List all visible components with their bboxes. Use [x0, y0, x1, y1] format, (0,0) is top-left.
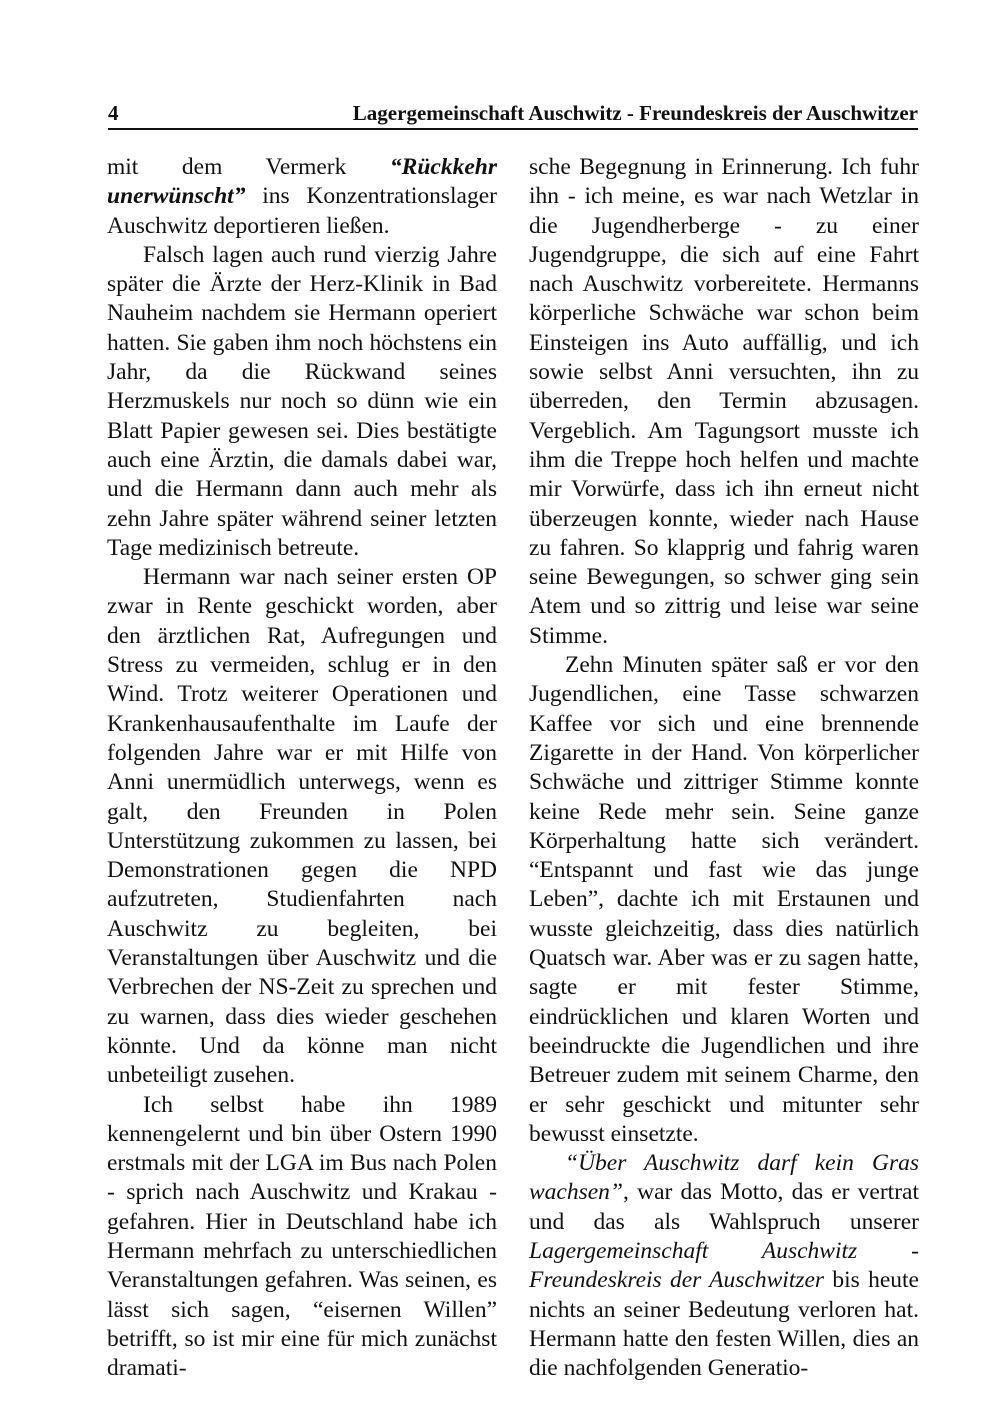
paragraph: Hermann war nach seiner ersten OP zwar in Rente geschickt worden, aber den ärztlichen Rat, Aufregungen und Stress zu vermeiden, schlug er in den Wind. Trotz weiterer Operationen und Krankenhausaufenthalte im Laufe der folgenden Jahre war er mit Hilfe von Anni unermüdlich unterwegs, wenn es galt, den Freunden in Polen Unterstützung zukommen zu lassen, bei Demonstrationen gegen die NPD aufzutreten, Studienfahrten nach Auschwitz zu begleiten, bei Veranstaltungen über Auschwitz und die Verbrechen der NS-Zeit zu sprechen und zu warnen, dass dies wieder geschehen könnte. Und da könne man nicht unbeteiligt zusehen. [107, 564, 497, 1089]
text-span: mit dem Vermerk [107, 154, 390, 180]
emphasis-quote: “Rückkehr unerwünscht” [107, 154, 497, 210]
right-column [529, 153, 919, 1383]
page-header [108, 100, 918, 130]
left-column [107, 153, 497, 1383]
paragraph: Falsch lagen auch rund vierzig Jahre später die Ärzte der Herz-Klinik in Bad Nauheim nachdem sie Hermann operiert hatten. Sie gaben ihm noch höchstens ein Jahr, da die Rückwand seines Herzmuskels nur noch so dünn wie ein Blatt Papier gewesen sei. Dies bestätigte auch eine Ärztin, die damals dabei war, und die Hermann dann auch mehr als zehn Jahre später während seiner letzten Tage medizinisch betreute. [107, 241, 497, 561]
text-span: ins Konzentrationslager Auschwitz deportieren ließen. [107, 183, 497, 239]
text-span: bis heute nichts an seiner Bedeutung verloren hat. Hermann hatte den festen Willen, dies an die nachfolgenden Generatio- [529, 1267, 919, 1382]
paragraph: Ich selbst habe ihn 1989 kennengelernt und bin über Ostern 1990 erstmals mit der LGA im Bus nach Polen - sprich nach Auschwitz und Krakau - gefahren. Hier in Deutschland habe ich Hermann mehrfach zu unterschiedlichen Veranstaltungen gefahren. Was seinen, es lässt sich sagen, “eisernen Willen” betrifft, so ist mir eine für mich zunächst dramati- [107, 1091, 497, 1382]
paragraph: Zehn Minuten später saß er vor den Jugendlichen, eine Tasse schwarzen Kaffee vor sich und eine brennende Zigarette in der Hand. Von körperlicher Schwäche und zittriger Stimme konnte keine Rede mehr sein. Seine ganze Körperhaltung hatte sich verändert. “Entspannt und fast wie das junge Leben”, dachte ich mit Erstaunen und wusste gleichzeitig, dass dies natürlich Quatsch war. Aber was er zu sagen hatte, sagte er mit fester Stimme, eindrücklichen und klaren Worten und beeindruckte die Jugendlichen und ihre Betreuer zudem mit seinem Charme, den er sehr geschickt und mitunter sehr bewusst einsetzte. [529, 652, 919, 1147]
page-number: 4 [108, 101, 119, 125]
organization-name: Lagergemeinschaft Auschwitz - Freundeskreis der Auschwitzer [529, 1237, 919, 1294]
running-title: Lagergemeinschaft Auschwitz - Freundeskreis der Auschwitzer [352, 101, 918, 125]
text-span: , war das Motto, das er vertrat und das als Wahlspruch unserer [529, 1179, 919, 1235]
paragraph [107, 153, 497, 241]
motto-quote: “Über Auschwitz darf kein Gras wachsen” [529, 1150, 919, 1206]
paragraph [529, 1149, 919, 1383]
paragraph: sche Begegnung in Erinnerung. Ich fuhr ihn - ich meine, es war nach Wetzlar in die Jugendherberge - zu einer Jugendgruppe, die sich auf eine Fahrt nach Auschwitz vorbereitete. Hermanns körperliche Schwäche war schon beim Einsteigen ins Auto auffällig, und ich sowie selbst Anni versuchten, ihn zu überreden, den Termin abzusagen. Vergeblich. Am Tagungsort musste ich ihm die Treppe hoch helfen und machte mir Vorwürfe, dass ich ihn erneut nicht überzeugen konnte, wieder nach Hause zu fahren. So klapprig und fahrig waren seine Bewegungen, so schwer ging sein Atem und so zittrig und leise war seine Stimme. [529, 154, 919, 649]
